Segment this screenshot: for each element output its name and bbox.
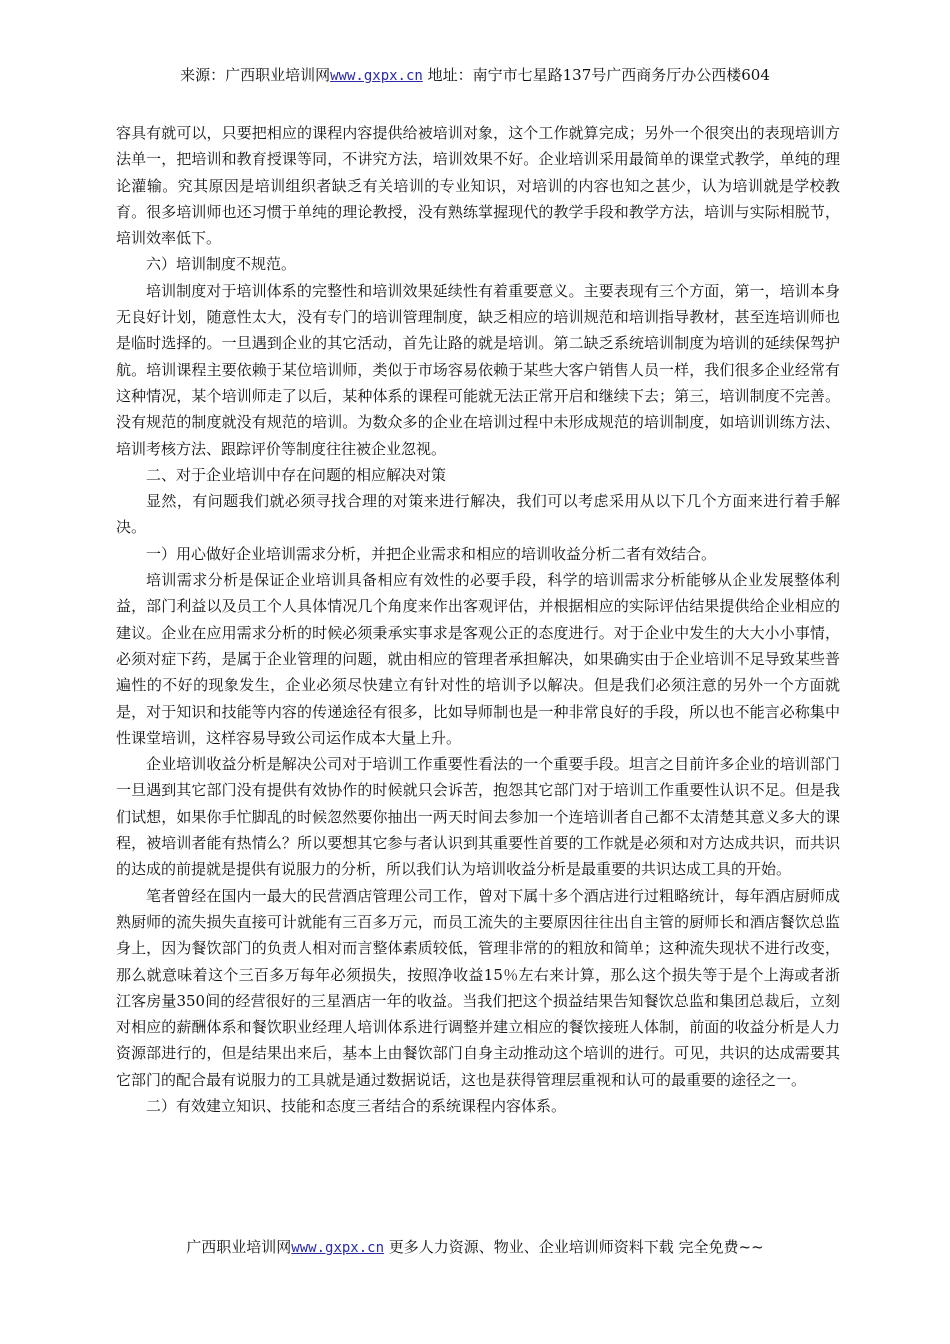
header-address: 地址：南宁市七星路137号广西商务厅办公西楼604 [422, 66, 770, 84]
paragraph-hotel-case: 笔者曾经在国内一最大的民营酒店管理公司工作，曾对下属十多个酒店进行过粗略统计，每年酒店厨师成熟厨师的流失损失直接可计就能有三百多万元，而员工流失的主要原因往往出自主管的厨师长和酒店餐饮总监身上，因为餐饮部门的负责人相对而言整体素质较低，管理非常的的粗放和简单；这种流失现状不进行改变，那么就意味着这个三百多万每年必须损失，按照净收益15％左右来计算，那么这个损失等于是个上海或者浙江客房量350间的经营很好的三星酒店一年的收益。当我们把这个损益结果告知餐饮总监和集团总裁后，立刻对相应的薪酬体系和餐饮职业经理人培训体系进行调整并建立相应的餐饮接班人体制，前面的收益分析是人力资源部进行的，但是结果出来后，基本上由餐饮部门自身主动推动这个培训的进行。可见，共识的达成需要其它部门的配合最有说服力的工具就是通过数据说话，这也是获得管理层重视和认可的最重要的途径之一。 [116, 886, 840, 1089]
header-website-link[interactable]: www.gxpx.cn [330, 68, 423, 84]
footer-tagline: 更多人力资源、物业、企业培训师资料下载 完全免费~~ [384, 1238, 764, 1256]
page-footer [0, 1236, 950, 1259]
footer-site-name: 广西职业培训网 [186, 1238, 292, 1256]
paragraph-benefit-analysis: 企业培训收益分析是解决公司对于培训工作重要性看法的一个重要手段。坦言之目前许多企业的培训部门一旦遇到其它部门没有提供有效协作的时候就只会诉苦，抱怨其它部门对于培训工作重要性认识不足。但是我们试想，如果你手忙脚乱的时候忽然要你抽出一两天时间去参加一个连培训者自己都不太清楚其意义多大的课程，被培训者能有热情么？所以要想其它参与者认识到其重要性首要的工作就是必须和对方达成共识，而共识的达成的前提就是提供有说服力的分析，所以我们认为培训收益分析是最重要的共识达成工具的开始。 [116, 755, 840, 879]
header-source: 来源：广西职业培训网 [180, 66, 331, 84]
paragraph-continuation: 容具有就可以，只要把相应的课程内容提供给被培训对象，这个工作就算完成；另外一个很突出的表现培训方法单一，把培训和教育授课等同，不讲究方法，培训效果不好。企业培训采用最简单的课堂式教学，单纯的理论灌输。究其原因是培训组织者缺乏有关培训的专业知识，对培训的内容也知之甚少，认为培训就是学校教育。很多培训师也还习惯于单纯的理论教授，没有熟练掌握现代的教学手段和教学方法，培训与实际相脱节，培训效率低下。 [116, 124, 840, 248]
paragraph-training-system: 培训制度对于培训体系的完整性和培训效果延续性有着重要意义。主要表现有三个方面，第一，培训本身无良好计划，随意性太大，没有专门的培训管理制度，缺乏相应的培训规范和培训指导教材，甚至连培训师也是临时选择的。一旦遇到企业的其它活动，首先让路的就是培训。第二缺乏系统培训制度为培训的延续保驾护航。培训课程主要依赖于某位培训师，类似于市场容易依赖于某些大客户销售人员一样，我们很多企业经常有这种情况，某个培训师走了以后，某种体系的课程可能就无法正常开启和继续下去；第三，培训制度不完善。没有规范的制度就没有规范的培训。为数众多的企业在培训过程中未形成规范的培训制度，如培训训练方法、培训考核方法、跟踪评价等制度往往被企业忽视。 [116, 281, 840, 458]
document-body [116, 120, 840, 1119]
footer-website-link[interactable]: www.gxpx.cn [291, 1240, 385, 1256]
section-heading-solutions: 二、对于企业培训中存在问题的相应解决对策 [146, 465, 447, 484]
section-heading-6: 六）培训制度不规范。 [146, 255, 297, 274]
page-header [0, 64, 950, 87]
section-heading-2: 二）有效建立知识、技能和态度三者结合的系统课程内容体系。 [146, 1096, 567, 1115]
paragraph-intro-solutions: 显然，有问题我们就必须寻找合理的对策来进行解决，我们可以考虑采用从以下几个方面来进行着手解决。 [116, 492, 840, 537]
section-heading-1: 一）用心做好企业培训需求分析，并把企业需求和相应的培训收益分析二者有效结合。 [146, 544, 717, 563]
paragraph-needs-analysis: 培训需求分析是保证企业培训具备相应有效性的必要手段，科学的培训需求分析能够从企业发展整体利益，部门利益以及员工个人具体情况几个角度来作出客观评估，并根据相应的实际评估结果提供给企业相应的建议。企业在应用需求分析的时候必须秉承实事求是客观公正的态度进行。对于企业中发生的大大小小事情，必须对症下药，是属于企业管理的问题，就由相应的管理者承担解决，如果确实由于企业培训不足导致某些普遍性的不好的现象发生，企业必须尽快建立有针对性的培训予以解决。但是我们必须注意的另外一个方面就是，对于知识和技能等内容的传递途径有很多，比如导师制也是一种非常良好的手段，所以也不能言必称集中性课堂培训，这样容易导致公司运作成本大量上升。 [116, 571, 840, 747]
